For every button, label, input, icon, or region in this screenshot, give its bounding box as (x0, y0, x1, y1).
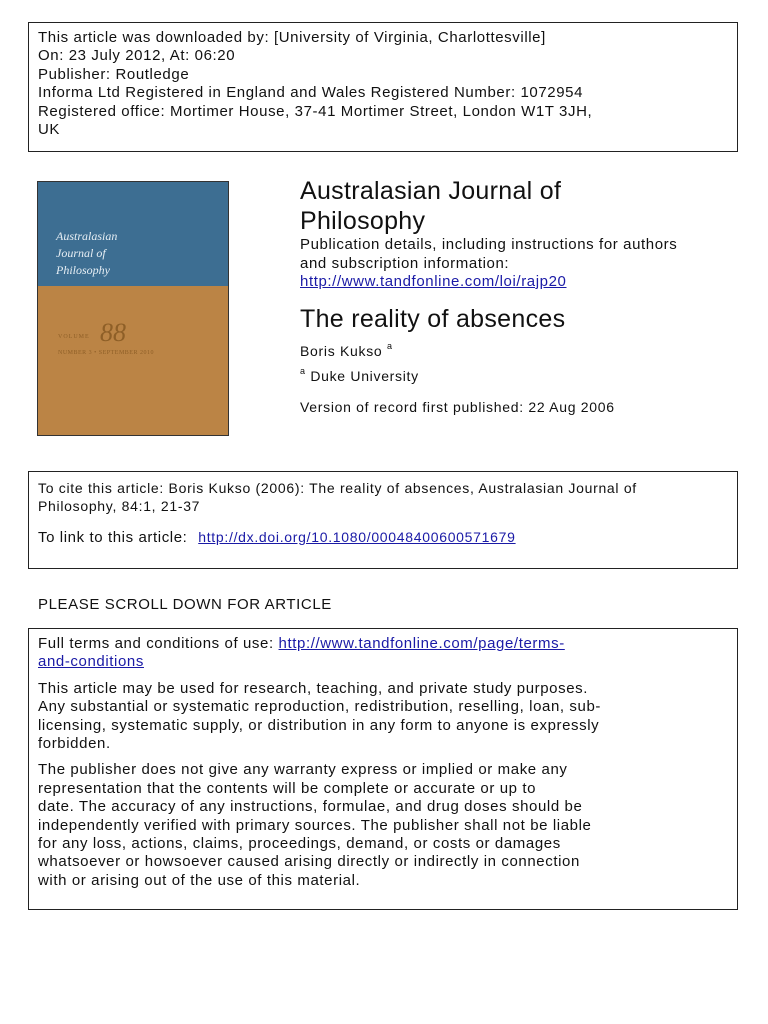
paragraph-line: whatsoever or howsoever caused arising directly or indirectly in connection (38, 853, 580, 871)
affiliation-name: Duke University (310, 368, 419, 384)
publisher-line: Publisher: Routledge (38, 65, 190, 83)
scroll-down-notice: PLEASE SCROLL DOWN FOR ARTICLE (38, 596, 332, 613)
paragraph-line: forbidden. (38, 735, 111, 753)
article-metadata (300, 176, 740, 416)
disclaimer-paragraph (38, 761, 728, 890)
cover-title (56, 228, 117, 279)
author-affiliation-marker: a (387, 340, 393, 351)
paragraph-line: The publisher does not give any warranty express or implied or make any (38, 761, 568, 779)
paragraph-line: with or arising out of the use of this material. (38, 871, 361, 889)
download-date-line: On: 23 July 2012, At: 06:20 (38, 47, 236, 65)
terms-link[interactable]: http://www.tandfonline.com/page/terms- (278, 635, 565, 652)
version-of-record: Version of record first published: 22 Aug 2006 (300, 398, 615, 415)
paragraph-line: This article may be used for research, teaching, and private study purposes. (38, 679, 589, 697)
downloaded-by-line: This article was downloaded by: [University of Virginia, Charlottesville] (38, 29, 546, 46)
paragraph-line: for any loss, actions, claims, proceedings, demand, or costs or damages (38, 835, 561, 853)
citation-text-line: To cite this article: Boris Kukso (2006): The reality of absences, Australasian Journal of (38, 480, 637, 496)
cover-volume-word: VOLUME (58, 334, 90, 340)
registered-office-line: Registered office: Mortimer House, 37-41 Mortimer Street, London W1T 3JH, (38, 102, 593, 120)
affiliation-line (300, 362, 740, 386)
journal-title-line: Philosophy (300, 207, 426, 235)
journal-url-link[interactable]: http://www.tandfonline.com/loi/rajp20 (300, 273, 567, 290)
cover-title-line: Australasian (56, 229, 118, 243)
journal-title-line: Australasian Journal of (300, 177, 562, 205)
affiliation-marker: a (300, 366, 306, 376)
article-title: The reality of absences (300, 304, 566, 333)
cover-volume-number: 88 (100, 318, 126, 347)
author-line (300, 337, 740, 361)
journal-cover-image (37, 181, 229, 436)
citation-box (28, 471, 738, 569)
usage-paragraph (38, 680, 728, 754)
paragraph-line: date. The accuracy of any instructions, formulae, and drug doses should be (38, 798, 583, 816)
cover-title-line: Philosophy (56, 263, 110, 277)
article-link-label: To link to this article: (38, 528, 188, 546)
journal-title (300, 176, 740, 236)
download-info-box (28, 22, 738, 152)
terms-label: Full terms and conditions of use: (38, 635, 274, 652)
cover-bottom-panel (38, 286, 228, 436)
cover-volume-subtitle: NUMBER 3 • SEPTEMBER 2010 (58, 350, 154, 356)
citation-text-line: Philosophy, 84:1, 21-37 (38, 498, 201, 515)
paragraph-line: licensing, systematic supply, or distribution in any form to anyone is expressly (38, 716, 600, 734)
paragraph-line: Any substantial or systematic reproduction, redistribution, reselling, loan, sub- (38, 698, 602, 716)
registration-line: Informa Ltd Registered in England and Wales Registered Number: 1072954 (38, 84, 584, 102)
author-name: Boris Kukso (300, 342, 383, 359)
publication-details: Publication details, including instructions for authors (300, 236, 678, 253)
registered-office-country: UK (38, 121, 61, 139)
doi-link[interactable]: http://dx.doi.org/10.1080/00048400600571679 (198, 528, 516, 545)
article-link-line (38, 528, 728, 547)
paragraph-line: representation that the contents will be complete or accurate or up to (38, 779, 537, 797)
terms-header (38, 635, 728, 653)
terms-box (28, 628, 738, 910)
paragraph-line: independently verified with primary sources. The publisher shall not be liable (38, 816, 592, 834)
subscription-info: and subscription information: (300, 254, 510, 272)
cover-title-line: Journal of (56, 246, 106, 260)
terms-link-continued[interactable]: and-conditions (38, 653, 144, 671)
